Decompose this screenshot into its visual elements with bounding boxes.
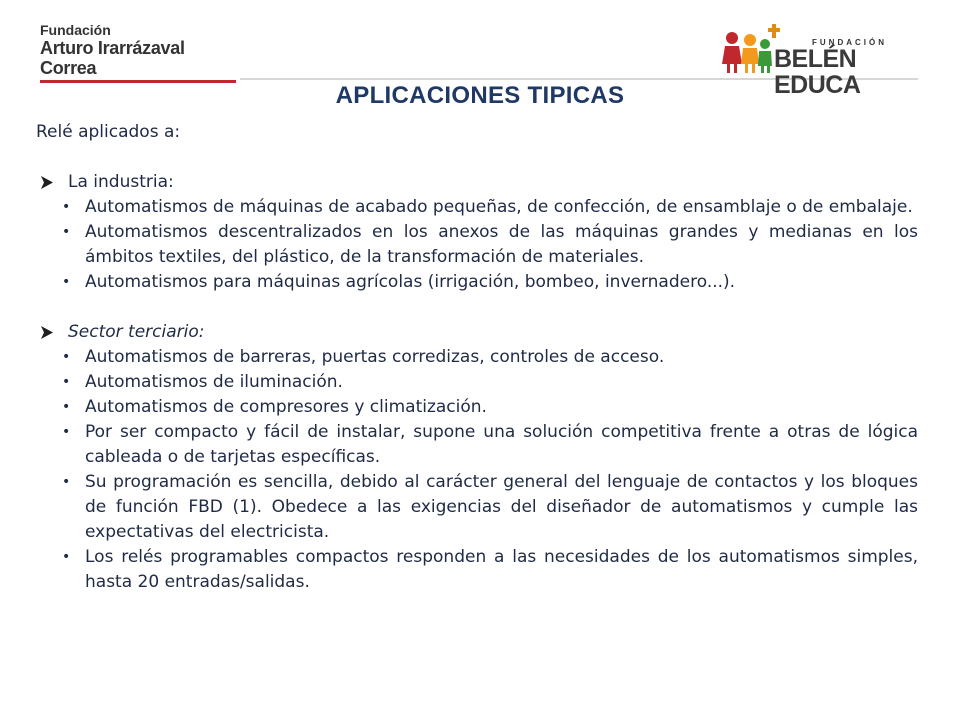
bullet-item [36,470,918,545]
bullet-dot-icon: • [62,224,71,240]
bullet-text: Automatismos para máquinas agrícolas (irrigación, bombeo, invernadero...). [85,272,736,292]
bullet-dot-icon: • [62,474,71,490]
section-heading-text: Sector terciario: [68,322,205,342]
bullet-text: Automatismos de barreras, puertas corredizas, controles de acceso. [85,347,665,367]
logo-fundacion-arturo-irarrazaval [40,22,240,83]
section-terciario [36,320,918,595]
section-heading [36,170,918,195]
logo-left-line1: Fundación [40,22,111,38]
slide-body [36,120,918,595]
cross-icon [768,24,780,38]
bullet-dot-icon: • [62,199,71,215]
bullet-item [36,220,918,270]
bullet-item [36,270,918,295]
spacer [36,145,918,170]
children-figures-icon [722,30,772,74]
bullet-dot-icon: • [62,549,71,565]
logo-fundacion-belen-educa [722,24,922,99]
logo-right-prefix: FUNDACIÓN [812,38,887,47]
bullet-text: Automatismos de máquinas de acabado pequeñas, de confección, de ensamblaje o de embalaje. [85,197,913,217]
bullet-dot-icon: • [62,374,71,390]
bullet-text: Automatismos descentralizados en los anexos de las máquinas grandes y medianas en los ámbitos textiles, del plástico, de la transformación de materiales. [85,222,918,267]
bullet-dot-icon: • [62,274,71,290]
bullet-item [36,420,918,470]
bullet-text: Automatismos de iluminación. [85,372,343,392]
logo-left-line2: Arturo Irarrázaval Correa [40,38,185,78]
slide-title: APLICACIONES TIPICAS [335,82,625,109]
bullet-item [36,545,918,595]
bullet-list [36,345,918,595]
intro-text: Relé aplicados a: [36,122,181,142]
bullet-dot-icon: • [62,349,71,365]
bullet-item [36,345,918,370]
bullet-text: Su programación es sencilla, debido al carácter general del lenguaje de contactos y los bloques de función FBD (1). Obedece a las exigencias del diseñador de automatismos y cumple las expectativas del electricista. [85,472,918,542]
bullet-item [36,370,918,395]
section-heading-text: La industria: [68,172,174,192]
spacer [36,295,918,320]
bullet-dot-icon: • [62,424,71,440]
arrowhead-icon [40,170,54,195]
bullet-text: Los relés programables compactos responden a las necesidades de los automatismos simples, hasta 20 entradas/salidas. [85,547,918,592]
bullet-text: Por ser compacto y fácil de instalar, supone una solución competitiva frente a otras de lógica cableada o de tarjetas específicas. [85,422,918,467]
bullet-dot-icon: • [62,399,71,415]
bullet-item [36,395,918,420]
bullet-text: Automatismos de compresores y climatización. [85,397,487,417]
logo-right-brand: BELÉN EDUCA [774,45,861,99]
arrowhead-icon [40,320,54,345]
section-heading [36,320,918,345]
section-industria [36,170,918,295]
bullet-list [36,195,918,295]
bullet-item [36,195,918,220]
